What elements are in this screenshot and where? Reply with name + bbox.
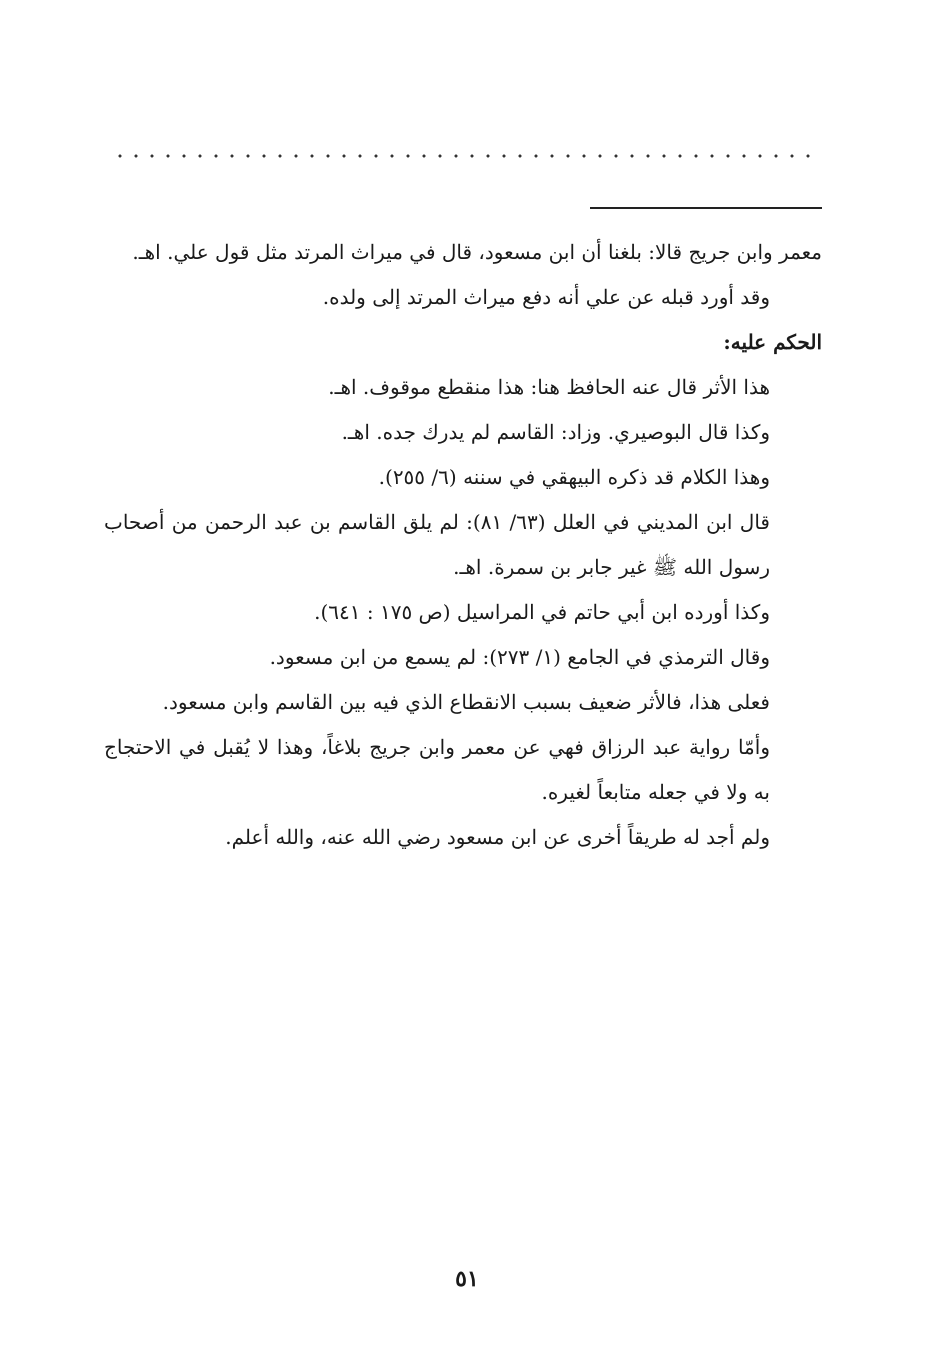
ruling-paragraph-8: وأمّا رواية عبد الرزاق فهي عن معمر وابن جريج بلاغاً، وهذا لا يُقبل في الاحتجاج به ولا في جعله متابعاً لغيره. — [104, 735, 770, 804]
ruling-paragraph-6: وقال الترمذي في الجامع (١/ ٢٧٣): لم يسمع من ابن مسعود. — [269, 645, 770, 669]
footnote-continuation: معمر وابن جريج قالا: بلغنا أن ابن مسعود، قال في ميراث المرتد مثل قول علي. اهـ. — [132, 240, 822, 264]
footnote-paragraph: وقد أورد قبله عن علي أنه دفع ميراث المرتد إلى ولده. — [322, 285, 770, 309]
footnote-rule — [590, 207, 822, 209]
dotted-separator — [112, 150, 822, 162]
section-heading: الحكم عليه: — [723, 330, 822, 354]
ruling-paragraph-4: قال ابن المديني في العلل (٦٣/ ٨١): لم يلق القاسم بن عبد الرحمن من أصحاب رسول الله ﷺ غير جابر بن سمرة. اهـ. — [104, 510, 770, 579]
ruling-paragraph-3: وهذا الكلام قد ذكره البيهقي في سننه (٦/ ٢٥٥). — [378, 465, 770, 489]
ruling-paragraph-7: فعلى هذا، فالأثر ضعيف بسبب الانقطاع الذي فيه بين القاسم وابن مسعود. — [162, 690, 770, 714]
ruling-paragraph-2: وكذا قال البوصيري. وزاد: القاسم لم يدرك جده. اهـ. — [341, 420, 770, 444]
ruling-paragraph-1: هذا الأثر قال عنه الحافظ هنا: هذا منقطع موقوف. اهـ. — [328, 375, 770, 399]
ruling-paragraph-5: وكذا أورده ابن أبي حاتم في المراسيل (ص ١٧٥ : ٦٤١). — [314, 600, 770, 624]
page-number: ٥١ — [455, 1266, 479, 1292]
page-body — [104, 230, 822, 860]
ruling-paragraph-9: ولم أجد له طريقاً أخرى عن ابن مسعود رضي الله عنه، والله أعلم. — [225, 825, 770, 849]
